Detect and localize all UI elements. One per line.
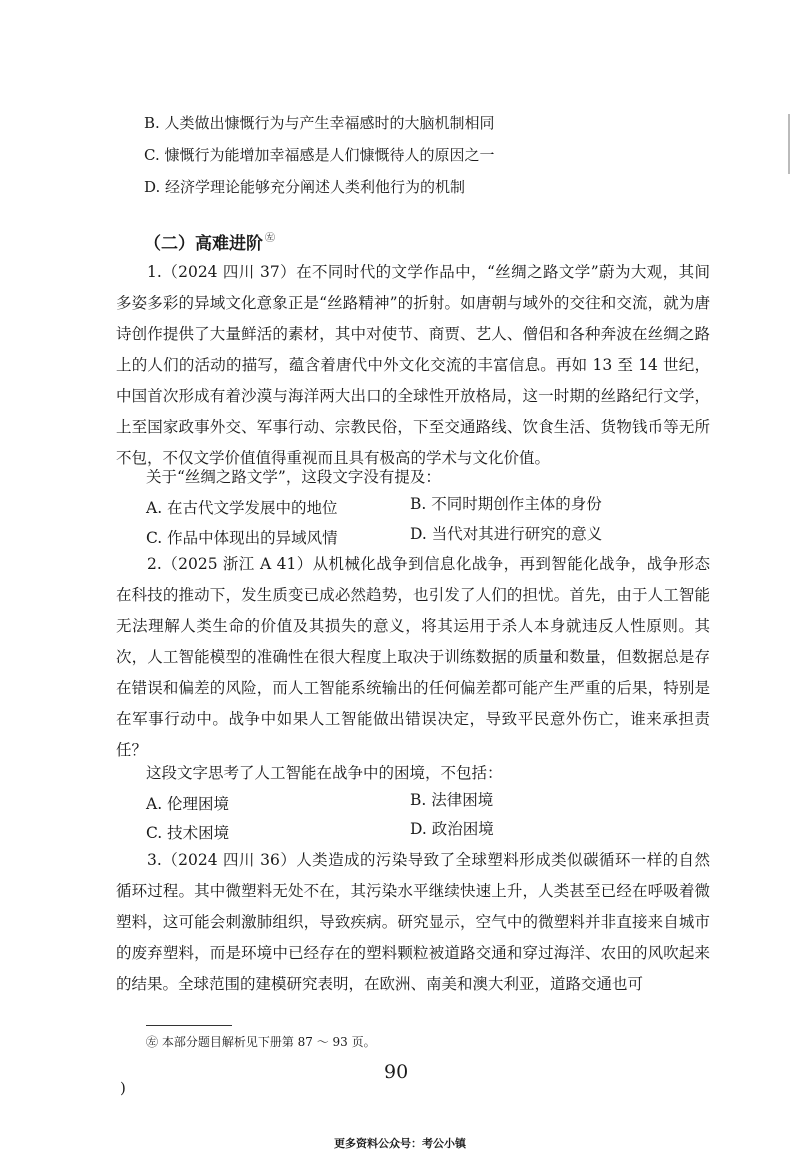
footnote: ㊧ 本部分题目解析见下册第 87 ～ 93 页。 — [146, 1035, 376, 1049]
page-number: 90 — [384, 1061, 409, 1083]
q2-option-d: D. 政治困境 — [410, 820, 494, 838]
q3-passage: 3.（2024 四川 36）人类造成的污染导致了全球塑料形成类似碳循环一样的自然循环过程。其中微塑料无处不在，其污染水平继续快速上升，人类甚至已经在呼吸着微塑料，这可能会刺激肺组织，导致疾病。研究显示，空气中的微塑料并非直接来自城市的废弃塑料，而是环境中已经存在的塑料颗粒被道路交通和穿过海洋、农田的风吹起来的结果。全球范围的建模研究表明，在欧洲、南美和澳大利亚，道路交通也可 — [116, 851, 710, 993]
bottom-watermark: 更多资料公众号：考公小镇 — [334, 1137, 466, 1150]
q2-option-a: A. 伦理困境 — [146, 795, 230, 813]
q2-question: 这段文字思考了人工智能在战争中的困境，不包括： — [146, 764, 503, 782]
section-title: （二）高难进阶 — [144, 234, 263, 254]
q1-question: 关于“丝绸之路文学”，这段文字没有提及： — [146, 468, 441, 486]
page-edge-artifact — [788, 114, 790, 174]
prev-option-b: B. 人类做出慷慨行为与产生幸福感时的大脑机制相同 — [144, 114, 495, 132]
q1-option-a: A. 在古代文学发展中的地位 — [146, 499, 338, 517]
margin-mark: ) — [120, 1079, 126, 1097]
section-heading — [144, 229, 275, 254]
q2-option-b: B. 法律困境 — [410, 791, 494, 809]
q1-option-c: C. 作品中体现出的异域风情 — [146, 529, 338, 547]
prev-option-c: C. 慷慨行为能增加幸福感是人们慷慨待人的原因之一 — [144, 146, 495, 164]
q2-option-c: C. 技术困境 — [146, 824, 230, 842]
q1-option-b: B. 不同时期创作主体的身份 — [410, 495, 602, 513]
q1-passage: 1.（2024 四川 37）在不同时代的文学作品中，“丝绸之路文学”蔚为大观，其间多姿多彩的异域文化意象正是“丝路精神”的折射。如唐朝与域外的交往和交流，就为唐诗创作提供了大量鲜活的素材，其中对使节、商贾、艺人、僧侣和各种奔波在丝绸之路上的人们的活动的描写，蕴含着唐代中外文化交流的丰富信息。再如 13 至 14 世纪，中国首次形成有着沙漠与海洋两大出口的全球性开放格局，这一时期的丝路纪行文学，上至国家政事外交、军事行动、宗教民俗，下至交通路线、饮食生活、货物钱币等无所不包，不仅文学价值值得重视而且具有极高的学术与文化价值。 — [116, 263, 710, 467]
prev-option-d: D. 经济学理论能够充分阐述人类利他行为的机制 — [144, 178, 466, 196]
q1-option-d: D. 当代对其进行研究的意义 — [410, 525, 603, 543]
footnote-rule — [146, 1025, 232, 1026]
q2-passage: 2.（2025 浙江 A 41）从机械化战争到信息化战争，再到智能化战争，战争形态在科技的推动下，发生质变已成必然趋势，也引发了人们的担忧。首先，由于人工智能无法理解人类生命的价值及其损失的意义，将其运用于杀人本身就违反人性原则。其次，人工智能模型的准确性在很大程度上取决于训练数据的质量和数量，但数据总是存在错误和偏差的风险，而人工智能系统输出的任何偏差都可能产生严重的后果，特别是在军事行动中。战争中如果人工智能做出错误决定，导致平民意外伤亡，谁来承担责任？ — [116, 555, 710, 759]
footnote-mark: ㊧ — [265, 233, 275, 244]
